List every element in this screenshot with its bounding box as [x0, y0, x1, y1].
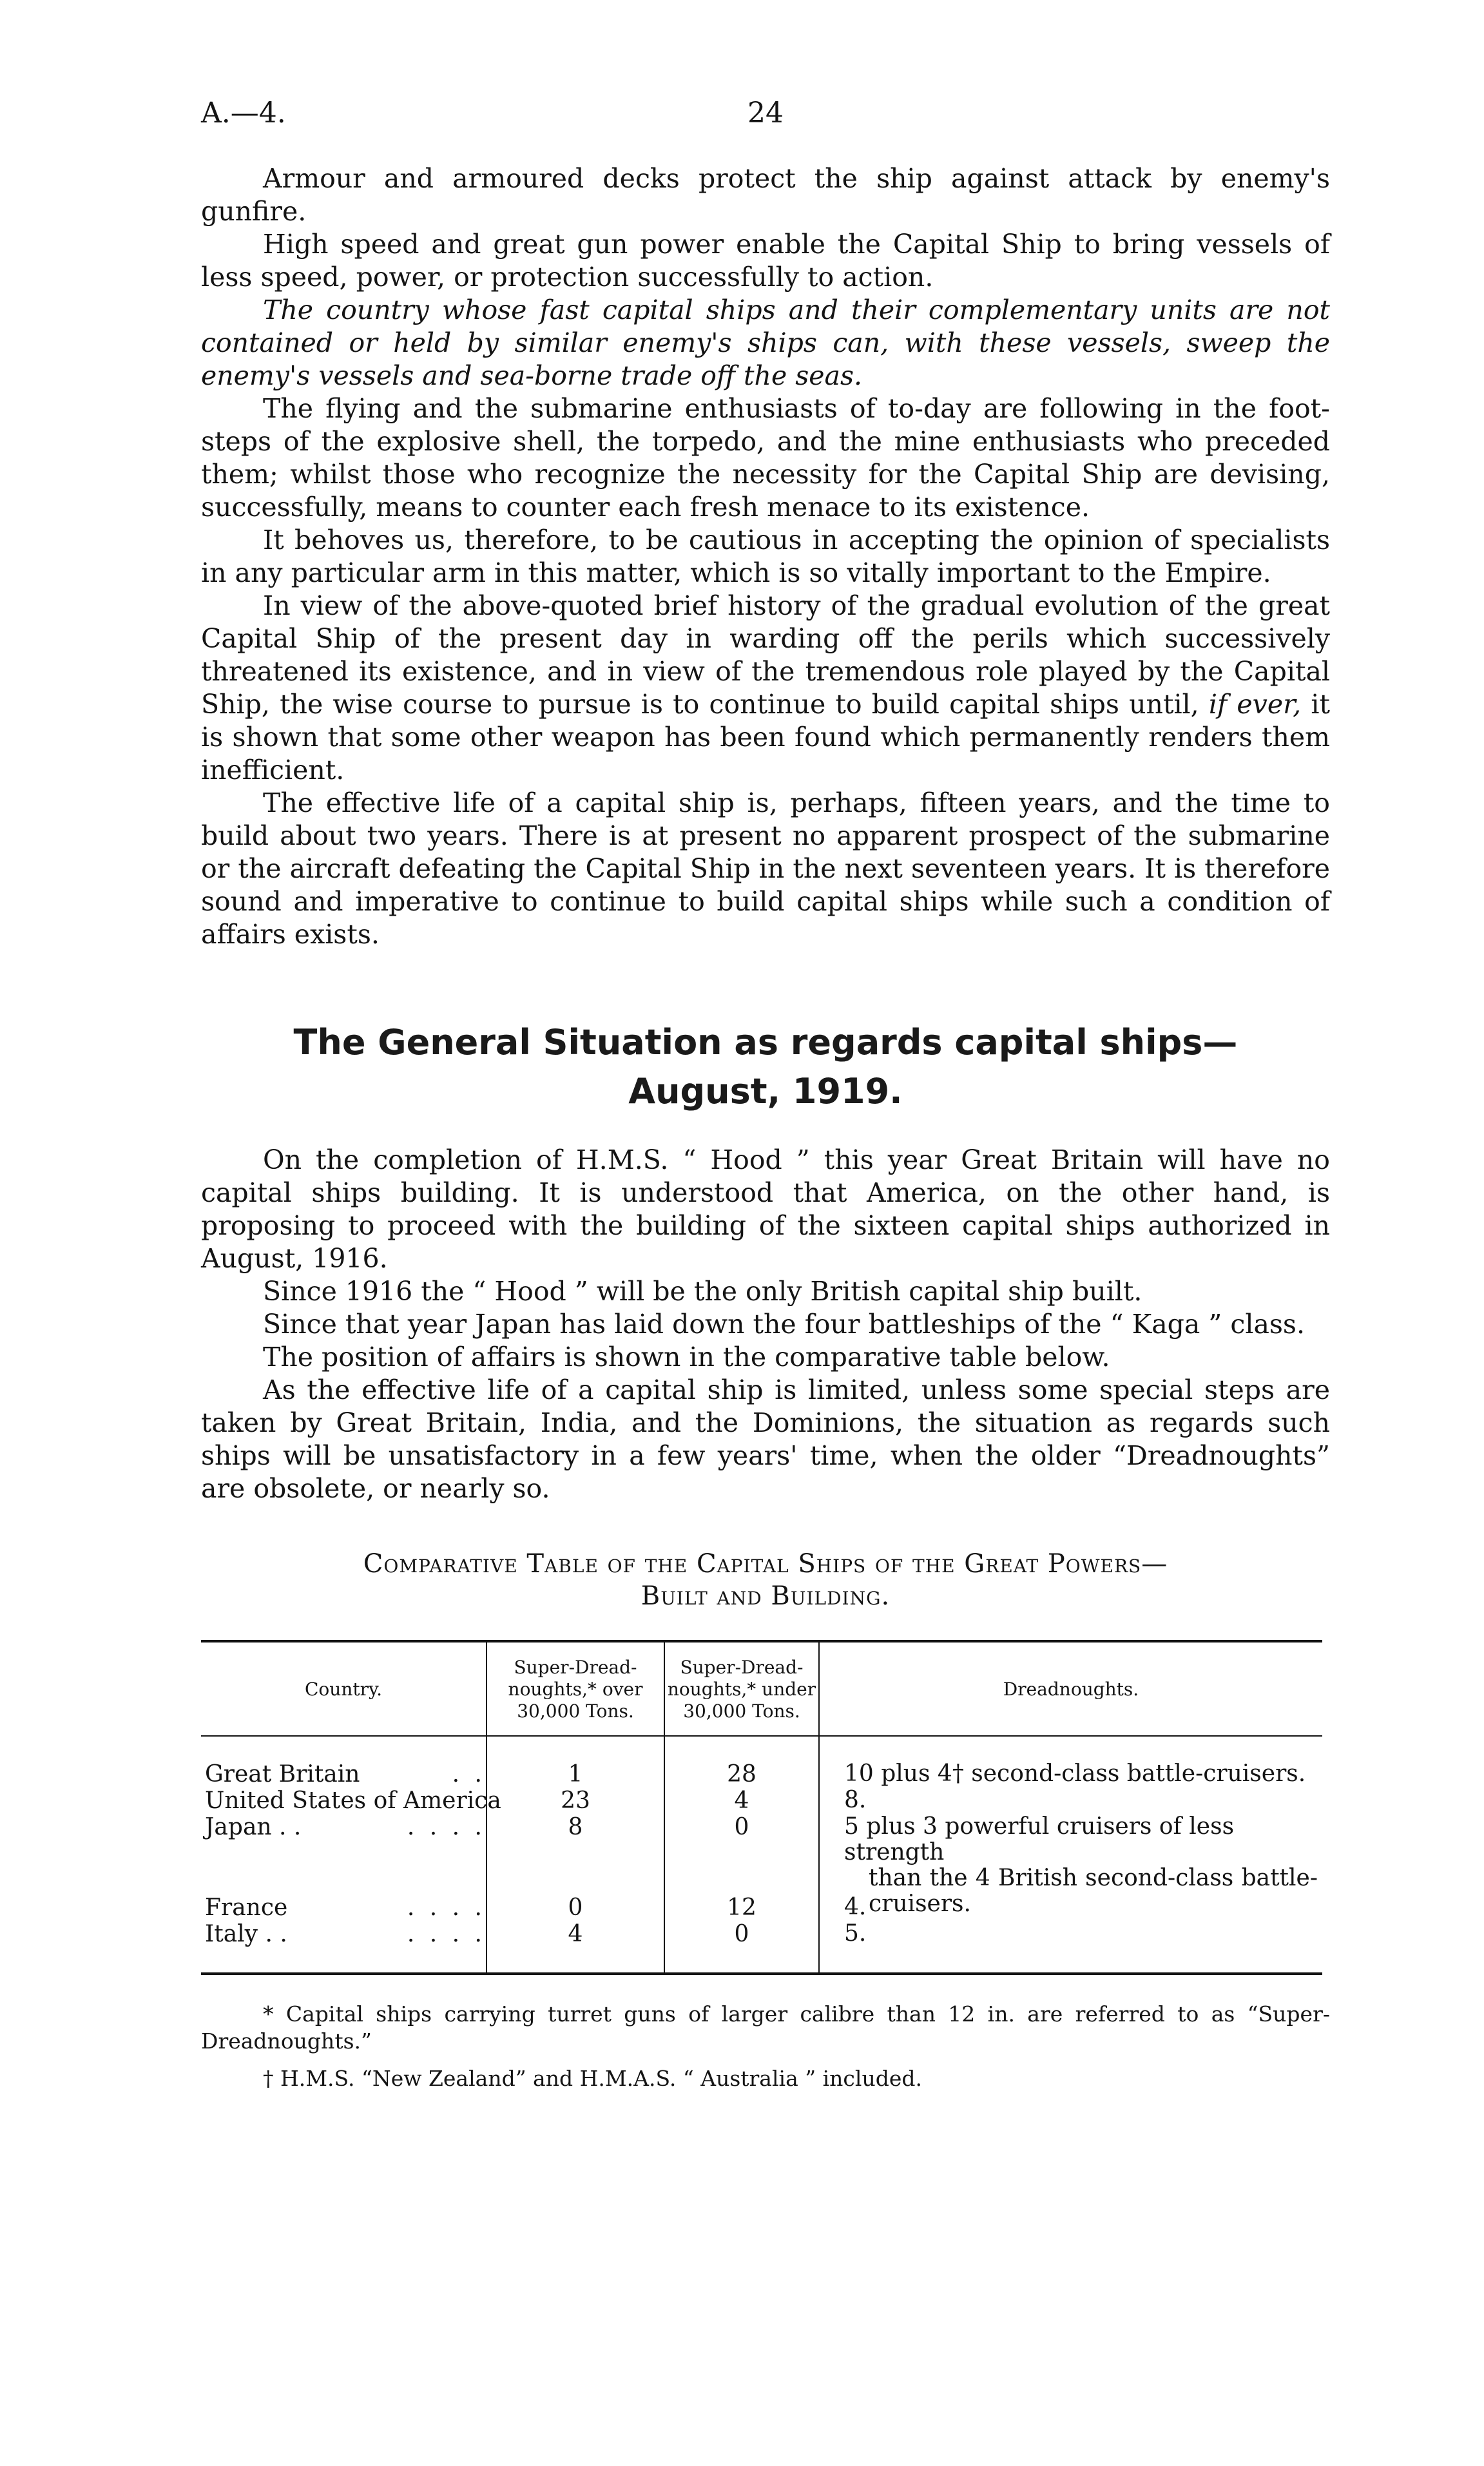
super-over-cell: 23 [561, 1787, 590, 1814]
table-bottom-rule [201, 1972, 1322, 1975]
situation-section [201, 1144, 1330, 1505]
dreadnoughts-continuation: than the 4 British second-class battle-cruisers. [869, 1865, 1318, 1917]
country-cell [205, 1921, 486, 1947]
footnotes [201, 2001, 1330, 2103]
footnote: † H.M.S. “New Zealand” and H.M.A.S. “ Australia ” included. [263, 2066, 922, 2091]
super-under-cell: 4 [734, 1787, 749, 1814]
dreadnoughts-cell: 8. [844, 1787, 867, 1813]
dreadnoughts-cell: 10 plus 4† second-class battle-cruisers. [844, 1760, 1306, 1787]
leader-dots: . . . . [407, 1921, 486, 1947]
paragraph-italic [201, 294, 1330, 392]
page-header [201, 97, 1330, 135]
super-under-cell: 0 [734, 1921, 749, 1947]
country-name: France [205, 1894, 288, 1921]
table-row [201, 1761, 1322, 1787]
section-heading [201, 1018, 1330, 1116]
paragraph: Armour and armoured decks protect the ship against attack by enemy's gunfire. [201, 163, 1330, 227]
dreadnoughts-cell: 4. [844, 1894, 867, 1920]
super-under-cell: 0 [734, 1814, 749, 1840]
table-header-rule [201, 1735, 1322, 1737]
dreadnoughts-text: 5 plus 3 powerful cruisers of less strength [844, 1813, 1235, 1865]
table-row [201, 1894, 1322, 1920]
super-under-cell: 28 [727, 1761, 756, 1787]
paragraph: Since that year Japan has laid down the four battleships of the “ Kaga ” class. [263, 1309, 1305, 1340]
paragraph: It behoves us, therefore, to be cautious in accepting the opinion of specialists in any particular arm in this matter, which is so vitally important to the Empire. [201, 525, 1330, 588]
paragraph: The flying and the submarine enthusiasts of to-day are following in the foot-steps of the explosive shell, the torpedo, and the mine enthusiasts who preceded them; whilst those who recognize the necessity for the Capital Ship are devising, successfully, means to counter each fresh menace to its existence. [201, 393, 1330, 523]
footnote: * Capital ships carrying turret guns of larger calibre than 12 in. are referred to as “Super-Dreadnoughts.” [201, 2001, 1330, 2054]
dreadnoughts-cell: 5. [844, 1920, 867, 1947]
document-reference: A.—4. [201, 97, 286, 130]
paragraph: On the completion of H.M.S. “ Hood ” this year Great Britain will have no capital ships building. It is understood that America, on the other hand, is proposing to proceed with the building of the sixteen capital ships authorized in August, 1916. [201, 1144, 1330, 1274]
intro-section [201, 162, 1330, 951]
italic-text: if ever, [1208, 689, 1302, 720]
italic-text: The country whose fast capital ships and their complementary units are not contained or held by similar enemy's ships can, with these vessels, sweep the enemy's vessels and sea-borne trade off the seas. [201, 294, 1330, 391]
table-row [201, 1787, 1322, 1813]
page-number: 24 [747, 97, 784, 130]
text-run: it is shown that some other weapon has been found which permanently renders them inefficient. [201, 689, 1331, 785]
table-title-line: Comparative Table of the Capital Ships of the Great Powers— [363, 1549, 1168, 1579]
text-run: In view of the above-quoted brief history of the gradual evolution of the great Capital Ship of the present day in warding off the perils which successively threatened its existence, and in view of the tremendous role played by the Capital Ship, the wise course to pursue is to continue to build capital ships until, [201, 590, 1330, 720]
super-over-cell: 4 [568, 1921, 583, 1947]
leader-dots: . . . . [407, 1894, 486, 1921]
paragraph [201, 590, 1330, 787]
paragraph: The effective life of a capital ship is, perhaps, fifteen years, and the time to build about two years. There is at present no apparent prospect of the submarine or the aircraft defeating the Capital Ship in the next seventeen years. It is therefore sound and imperative to continue to build capital ships while such a condition of affairs exists. [201, 787, 1330, 950]
table-row [201, 1921, 1322, 1947]
header-dreadnoughts: Dreadnoughts. [1003, 1679, 1139, 1700]
country-cell [205, 1814, 486, 1840]
super-under-cell: 12 [727, 1894, 756, 1921]
country-name: Italy . . [205, 1921, 287, 1947]
super-over-cell: 8 [568, 1814, 583, 1840]
header-super-over: Super-Dread- noughts,* over 30,000 Tons. [508, 1657, 643, 1722]
heading-line: The General Situation as regards capital ships— [293, 1022, 1238, 1063]
country-name: Japan . . [205, 1814, 302, 1840]
paragraph: Since 1916 the “ Hood ” will be the only British capital ship built. [263, 1276, 1142, 1307]
paragraph: High speed and great gun power enable the Capital Ship to bring vessels of less speed, power, or protection successfully to action. [201, 229, 1330, 293]
table-title-line: Built and Building. [641, 1581, 891, 1611]
country-cell [205, 1761, 486, 1787]
table-title [201, 1548, 1330, 1612]
country-cell [205, 1894, 486, 1921]
super-over-cell: 1 [568, 1761, 583, 1787]
comparative-table [201, 1640, 1322, 1975]
header-super-under: Super-Dread- noughts,* under 30,000 Tons. [667, 1657, 816, 1722]
table-top-rule [201, 1640, 1322, 1642]
country-cell [205, 1787, 501, 1814]
paragraph: As the effective life of a capital ship is limited, unless some special steps are taken by Great Britain, India, and the Dominions, the situation as regards such ships will be unsatisfactory in a few years' time, when the older “Dreadnoughts” are obsolete, or nearly so. [201, 1374, 1330, 1504]
super-over-cell: 0 [568, 1894, 583, 1921]
paragraph: The position of affairs is shown in the comparative table below. [263, 1342, 1110, 1373]
heading-line: August, 1919. [628, 1071, 903, 1112]
country-name: United States of America [205, 1787, 501, 1814]
leader-dots: . . . . [407, 1814, 486, 1840]
leader-dots: . . [452, 1761, 486, 1787]
header-country: Country. [305, 1679, 382, 1700]
country-name: Great Britain [205, 1761, 360, 1787]
